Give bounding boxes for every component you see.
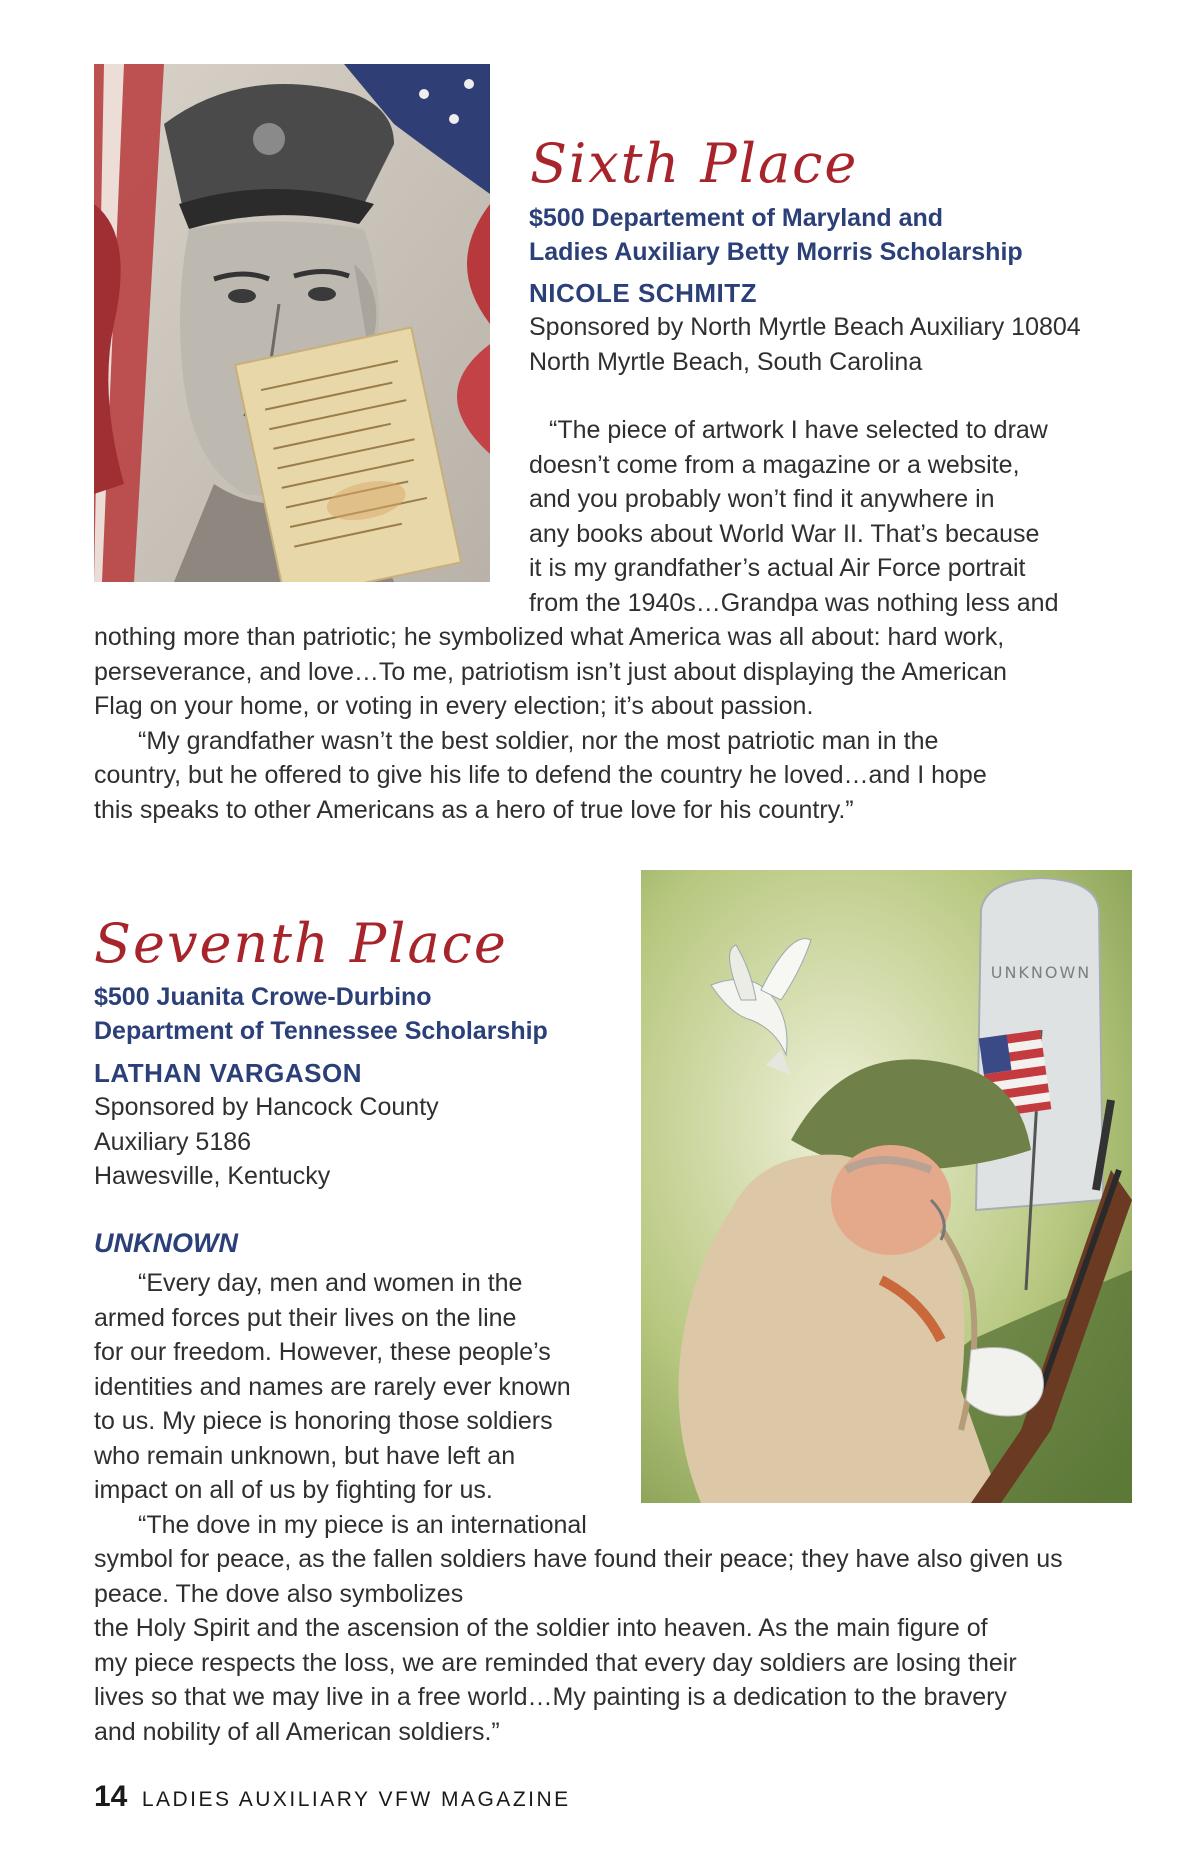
page-number: 14 bbox=[94, 1780, 128, 1813]
seventh-sponsor-line: Sponsored by Hancock County bbox=[94, 1093, 439, 1121]
seventh-quote-line: identities and names are rarely ever known bbox=[94, 1372, 571, 1401]
sixth-quote-line: this speaks to other Americans as a hero of true love for his country.” bbox=[94, 795, 854, 824]
seventh-quote-line: lives so that we may live in a free world…My painting is a dedication to the bravery bbox=[94, 1683, 1007, 1711]
magazine-title: LADIES AUXILIARY VFW MAGAZINE bbox=[141, 1788, 571, 1811]
sixth-quote-line: perseverance, and love…To me, patriotism isn’t just about displaying the American bbox=[94, 657, 1007, 686]
sixth-place-heading: Sixth Place bbox=[530, 132, 859, 195]
soldier-portrait-drawing bbox=[94, 64, 490, 582]
sixth-quote-line: from the 1940s…Grandpa was nothing less and bbox=[529, 588, 1059, 617]
sixth-quote-line: it is my grandfather’s actual Air Force portrait bbox=[529, 554, 1026, 582]
sixth-sponsor bbox=[529, 310, 1081, 379]
sixth-quote-line: and you probably won’t find it anywhere in bbox=[529, 485, 995, 513]
seventh-sponsor-line: Auxiliary 5186 bbox=[94, 1127, 252, 1156]
seventh-quote-line: for our freedom. However, these people’s bbox=[94, 1338, 551, 1366]
seventh-scholarship-line: Department of Tennessee Scholarship bbox=[94, 1017, 548, 1045]
sixth-quote-line: doesn’t come from a magazine or a website, bbox=[529, 450, 1020, 479]
seventh-quote-narrow bbox=[94, 1266, 587, 1542]
seventh-quote-line: “Every day, men and women in the bbox=[138, 1269, 523, 1297]
sixth-quote-line: Flag on your home, or voting in every election; it’s about passion. bbox=[94, 692, 814, 720]
seventh-quote-line: the Holy Spirit and the ascension of the soldier into heaven. As the main figure of bbox=[94, 1614, 988, 1642]
seventh-quote-line: impact on all of us by fighting for us. bbox=[94, 1476, 493, 1504]
sixth-quote-line: “My grandfather wasn’t the best soldier, nor the most patriotic man in the bbox=[138, 726, 939, 755]
seventh-winner-name: LATHAN VARGASON bbox=[94, 1058, 362, 1088]
sixth-scholarship-title bbox=[529, 201, 1023, 269]
seventh-quote-line: armed forces put their lives on the line bbox=[94, 1303, 517, 1332]
tombstone-inscription: UNKNOWN bbox=[990, 963, 1092, 982]
sixth-sponsor-line: North Myrtle Beach, South Carolina bbox=[529, 347, 923, 376]
sixth-quote-line: “The piece of artwork I have selected to draw bbox=[549, 416, 1048, 444]
seventh-quote-line: symbol for peace, as the fallen soldiers have found their peace; they have also given us bbox=[94, 1545, 1063, 1573]
seventh-quote-line: peace. The dove also symbolizes bbox=[94, 1579, 464, 1608]
seventh-place-heading: Seventh Place bbox=[94, 912, 508, 975]
seventh-scholarship-title bbox=[94, 980, 548, 1048]
seventh-sponsor-line: Hawesville, Kentucky bbox=[94, 1162, 331, 1190]
sixth-quote-wide bbox=[94, 620, 1007, 827]
unknown-soldier-painting bbox=[641, 870, 1132, 1503]
sixth-sponsor-line: Sponsored by North Myrtle Beach Auxiliary 10804 bbox=[529, 313, 1081, 341]
seventh-quote-line: to us. My piece is honoring those soldiers bbox=[94, 1407, 553, 1435]
artwork-title: UNKNOWN bbox=[94, 1228, 238, 1258]
seventh-quote-line: and nobility of all American soldiers.” bbox=[94, 1717, 500, 1746]
seventh-quote-line: my piece respects the loss, we are reminded that every day soldiers are losing their bbox=[94, 1648, 1017, 1677]
seventh-quote-line: “The dove in my piece is an international bbox=[138, 1510, 587, 1539]
seventh-sponsor bbox=[94, 1090, 439, 1194]
sixth-place-artwork bbox=[94, 64, 490, 582]
seventh-scholarship-line: $500 Juanita Crowe-Durbino bbox=[94, 983, 432, 1011]
sixth-quote-line: any books about World War II. That’s because bbox=[529, 519, 1040, 548]
sixth-winner-name: NICOLE SCHMITZ bbox=[529, 278, 757, 308]
sixth-quote-line: nothing more than patriotic; he symbolized what America was all about: hard work, bbox=[94, 623, 1005, 651]
seventh-quote-wide bbox=[94, 1542, 1063, 1749]
sixth-quote-narrow bbox=[529, 413, 1058, 620]
page-footer bbox=[94, 1780, 571, 1814]
seventh-quote-line: who remain unknown, but have left an bbox=[94, 1441, 516, 1470]
sixth-quote-line: country, but he offered to give his life to defend the country he loved…and I hope bbox=[94, 761, 987, 789]
sixth-scholarship-line: Ladies Auxiliary Betty Morris Scholarship bbox=[529, 238, 1023, 266]
sixth-scholarship-line: $500 Departement of Maryland and bbox=[529, 204, 944, 232]
seventh-place-artwork bbox=[641, 870, 1132, 1503]
